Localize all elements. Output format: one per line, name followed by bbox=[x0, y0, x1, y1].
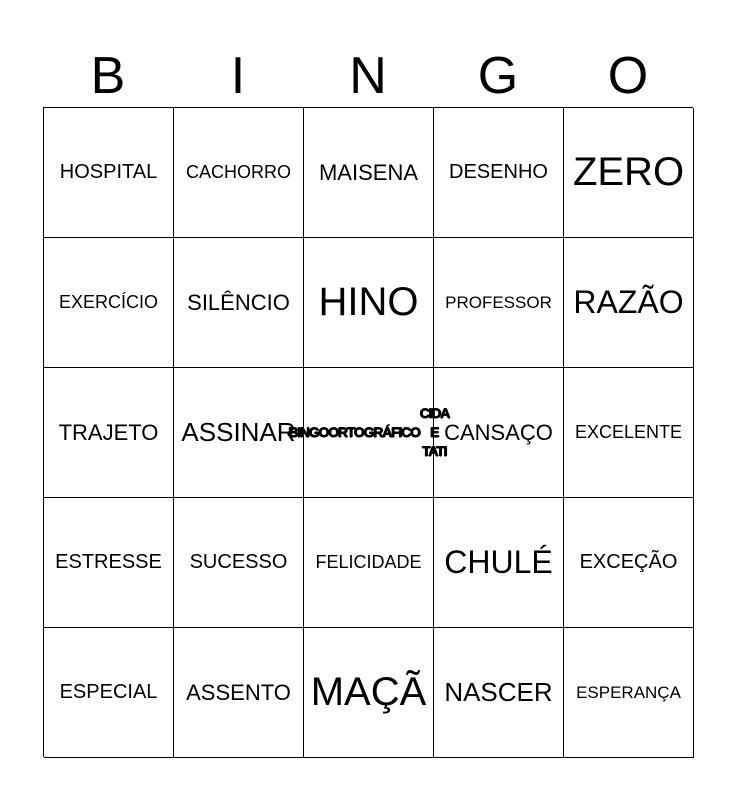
bingo-cell[interactable]: PROFESSOR bbox=[434, 238, 564, 368]
free-space-line: ORTOGRÁFICO bbox=[328, 424, 420, 441]
free-space-cell[interactable] bbox=[288, 368, 450, 498]
bingo-header bbox=[43, 48, 693, 103]
bingo-cell[interactable]: SILÊNCIO bbox=[174, 238, 304, 368]
bingo-cell[interactable]: RAZÃO bbox=[564, 238, 694, 368]
bingo-cell[interactable]: MAÇÃ bbox=[304, 628, 434, 758]
bingo-cell[interactable]: EXERCÍCIO bbox=[44, 238, 174, 368]
bingo-cell[interactable]: EXCELENTE bbox=[564, 368, 694, 498]
bingo-cell[interactable]: FELICIDADE bbox=[304, 498, 434, 628]
bingo-cell[interactable]: CHULÉ bbox=[434, 498, 564, 628]
bingo-cell[interactable]: CANSAÇO bbox=[434, 368, 564, 498]
bingo-cell[interactable]: HINO bbox=[304, 238, 434, 368]
bingo-cell[interactable]: TRAJETO bbox=[44, 368, 174, 498]
bingo-card bbox=[43, 107, 693, 757]
bingo-cell[interactable]: ZERO bbox=[564, 108, 694, 238]
bingo-cell[interactable]: NASCER bbox=[434, 628, 564, 758]
header-letter-g: G bbox=[477, 46, 519, 105]
bingo-cell[interactable]: ASSINAR bbox=[174, 368, 304, 498]
header-letter-o: O bbox=[607, 46, 649, 105]
free-space-line: CIDA E TATI bbox=[419, 405, 450, 459]
free-space-line: BINGO bbox=[288, 424, 329, 441]
bingo-cell[interactable]: DESENHO bbox=[434, 108, 564, 238]
bingo-cell[interactable]: ESPERANÇA bbox=[564, 628, 694, 758]
header-letter-i: I bbox=[230, 46, 246, 105]
bingo-cell[interactable]: ESPECIAL bbox=[44, 628, 174, 758]
bingo-cell[interactable]: SUCESSO bbox=[174, 498, 304, 628]
bingo-cell[interactable]: MAISENA bbox=[304, 108, 434, 238]
bingo-cell[interactable]: ASSENTO bbox=[174, 628, 304, 758]
header-letter-n: N bbox=[349, 46, 387, 105]
bingo-cell[interactable]: EXCEÇÃO bbox=[564, 498, 694, 628]
bingo-cell[interactable]: CACHORRO bbox=[174, 108, 304, 238]
bingo-cell[interactable]: HOSPITAL bbox=[44, 108, 174, 238]
bingo-cell[interactable]: ESTRESSE bbox=[44, 498, 174, 628]
header-letter-b: B bbox=[90, 46, 126, 105]
